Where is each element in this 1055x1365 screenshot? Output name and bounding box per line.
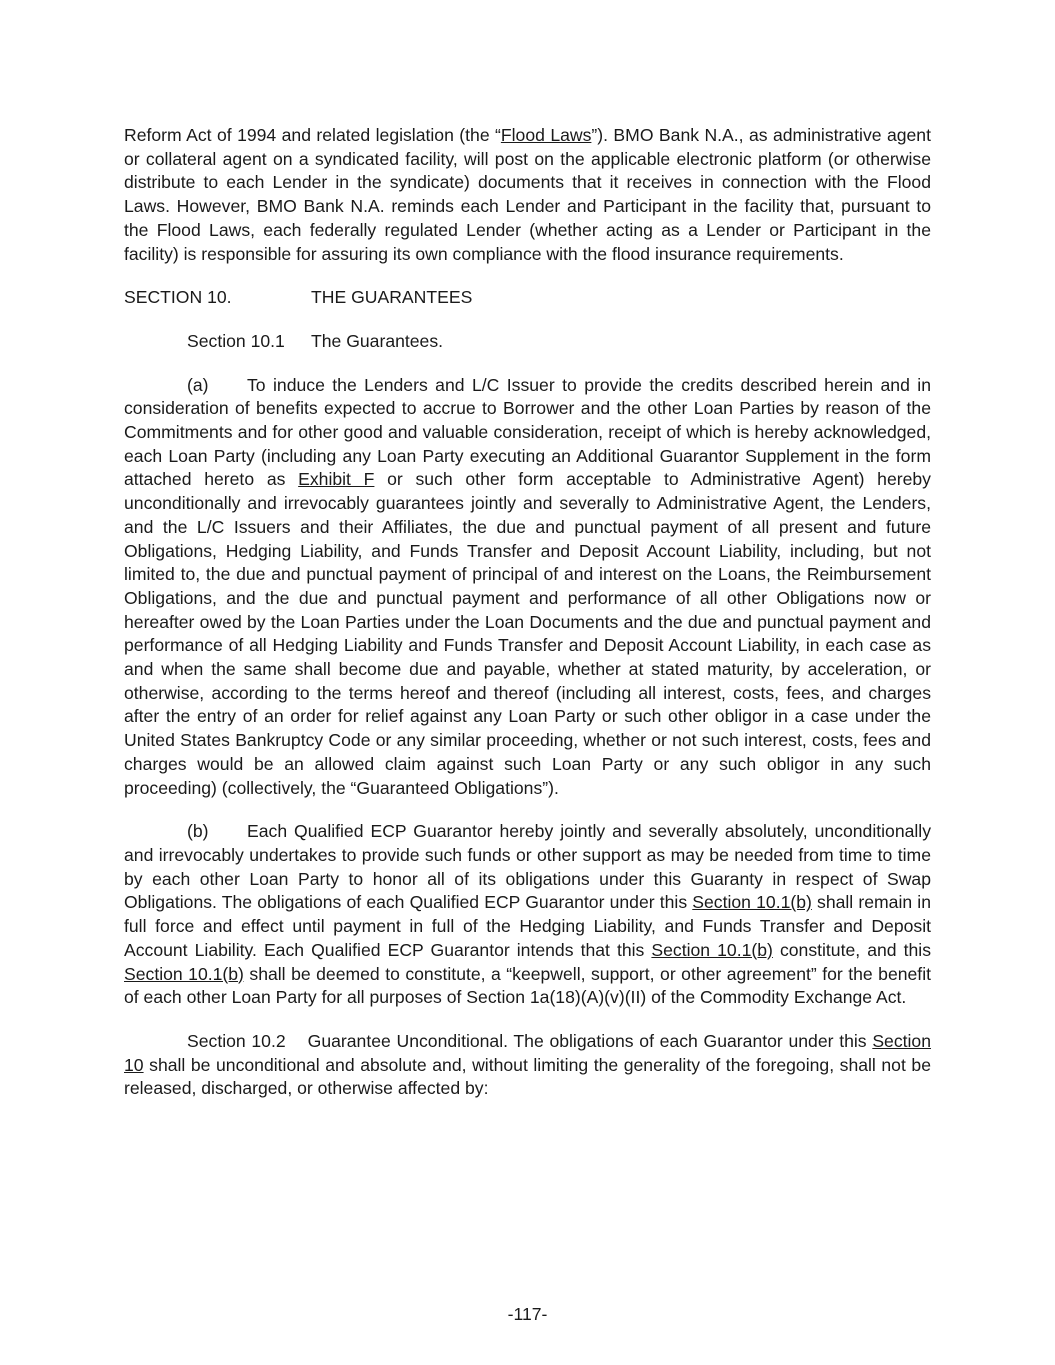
subsection-title: The Guarantees. bbox=[311, 330, 444, 351]
intro-text-2: ”). BMO Bank N.A., as administrative agent or collateral agent on a syndicated facility, will post on the applicable electronic platform (or otherwise distribute to each Lender in the syndicate) documents that it receives in connection with the Flood Laws. However, BMO Bank N.A. reminds each Lender and Participant in the facility that, pursuant to the Flood Laws, each federally regulated Lender (whether acting as a Lender or Participant in the facility) is responsible for assuring its own compliance with the flood insurance requirements. bbox=[124, 125, 931, 264]
paragraph-b-text-4: shall be deemed to constitute, a “keepwell, support, or other agreement” for the benefit of each other Loan Party for all purposes of Section 1a(18)(A)(v)(II) of the Commodity Exchange Act. bbox=[124, 963, 931, 1008]
paragraph-b-text-3: constitute, and this bbox=[772, 939, 932, 960]
intro-paragraph bbox=[124, 124, 931, 266]
paragraph-a-label: (a) bbox=[187, 374, 209, 395]
paragraph-a-text-1: To induce the Lenders and L/C Issuer to provide the credits described herein and in consideration of benefits expected to accrue to Borrower and the other Loan Parties by reason of the Commitments and for other good and valuable consideration, receipt of which is hereby acknowledged, each Loan Party (including any Loan Party executing an Additional Guarantor Supplement in the form attached hereto as bbox=[124, 374, 931, 490]
section-number: SECTION 10. bbox=[124, 287, 232, 308]
section-10-2-paragraph bbox=[124, 1030, 931, 1101]
exhibit-f-reference: Exhibit F bbox=[298, 469, 375, 490]
flood-laws-defined-term: Flood Laws bbox=[500, 125, 592, 145]
subsection-number: Section 10.1 bbox=[187, 330, 285, 351]
document-page bbox=[124, 124, 931, 1101]
section-10-1-b-reference: Section 10.1(b) bbox=[124, 963, 244, 984]
section-10-2-title: Guarantee Unconditional. bbox=[307, 1030, 509, 1051]
paragraph-b bbox=[124, 820, 931, 1010]
section-10-2-number: Section 10.2 bbox=[187, 1030, 286, 1051]
section-10-1-b-reference: Section 10.1(b) bbox=[651, 939, 773, 960]
section-title: THE GUARANTEES bbox=[311, 287, 473, 308]
section-10-reference: Section 10 bbox=[124, 1030, 931, 1075]
paragraph-b-text-1: Each Qualified ECP Guarantor hereby jointly and severally absolutely, unconditionally and irrevocably undertakes to provide such funds or other support as may be needed from time to time by each other Loan Party to honor all of its obligations under this Guaranty in respect of Swap Obligations. The obligations of each Qualified ECP Guarantor under this bbox=[124, 821, 931, 913]
page-number: -117- bbox=[507, 1304, 548, 1324]
section-10-1-b-reference: Section 10.1(b) bbox=[692, 892, 812, 913]
paragraph-b-label: (b) bbox=[187, 821, 209, 842]
paragraph-b-text-2: shall remain in full force and effect until payment in full of the Hedging Liability, and Funds Transfer and Deposit Account Liability. Each Qualified ECP Guarantor intends that this bbox=[124, 892, 931, 960]
intro-text-1: Reform Act of 1994 and related legislation (the “ bbox=[124, 125, 501, 145]
section-10-2-text-1: The obligations of each Guarantor under this bbox=[508, 1030, 873, 1051]
section-10-2-text-2: shall be unconditional and absolute and, without limiting the generality of the foregoing, shall not be released, discharged, or otherwise affected by: bbox=[124, 1054, 931, 1099]
paragraph-a bbox=[124, 374, 931, 801]
section-10-heading bbox=[124, 286, 931, 310]
section-10-1-heading bbox=[124, 330, 931, 354]
paragraph-a-text-2: or such other form acceptable to Administrative Agent) hereby unconditionally and irrevocably guarantees jointly and severally to Administrative Agent, the Lenders, and the L/C Issuers and their Affiliates, the due and punctual payment of all present and future Obligations, Hedging Liability, and Funds Transfer and Deposit Account Liability, including, but not limited to, the due and punctual payment of principal of and interest on the Loans, the Reimbursement Obligations, and the due and punctual payment and performance of all other Obligations now or hereafter owed by the Loan Parties under the Loan Documents and the due and punctual payment and performance of all Hedging Liability and Funds Transfer and Deposit Account Liability, in each case as and when the same shall become due and payable, whether at stated maturity, by acceleration, or otherwise, according to the terms hereof and thereof (including all interest, costs, fees, and charges after the entry of an order for relief against any Loan Party or such other obligor in a case under the United States Bankruptcy Code or any similar proceeding, whether or not such interest, costs, fees and charges would be an allowed claim against such Loan Party or any such obligor in any such proceeding) (collectively, the “Guaranteed Obligations”). bbox=[124, 469, 931, 798]
